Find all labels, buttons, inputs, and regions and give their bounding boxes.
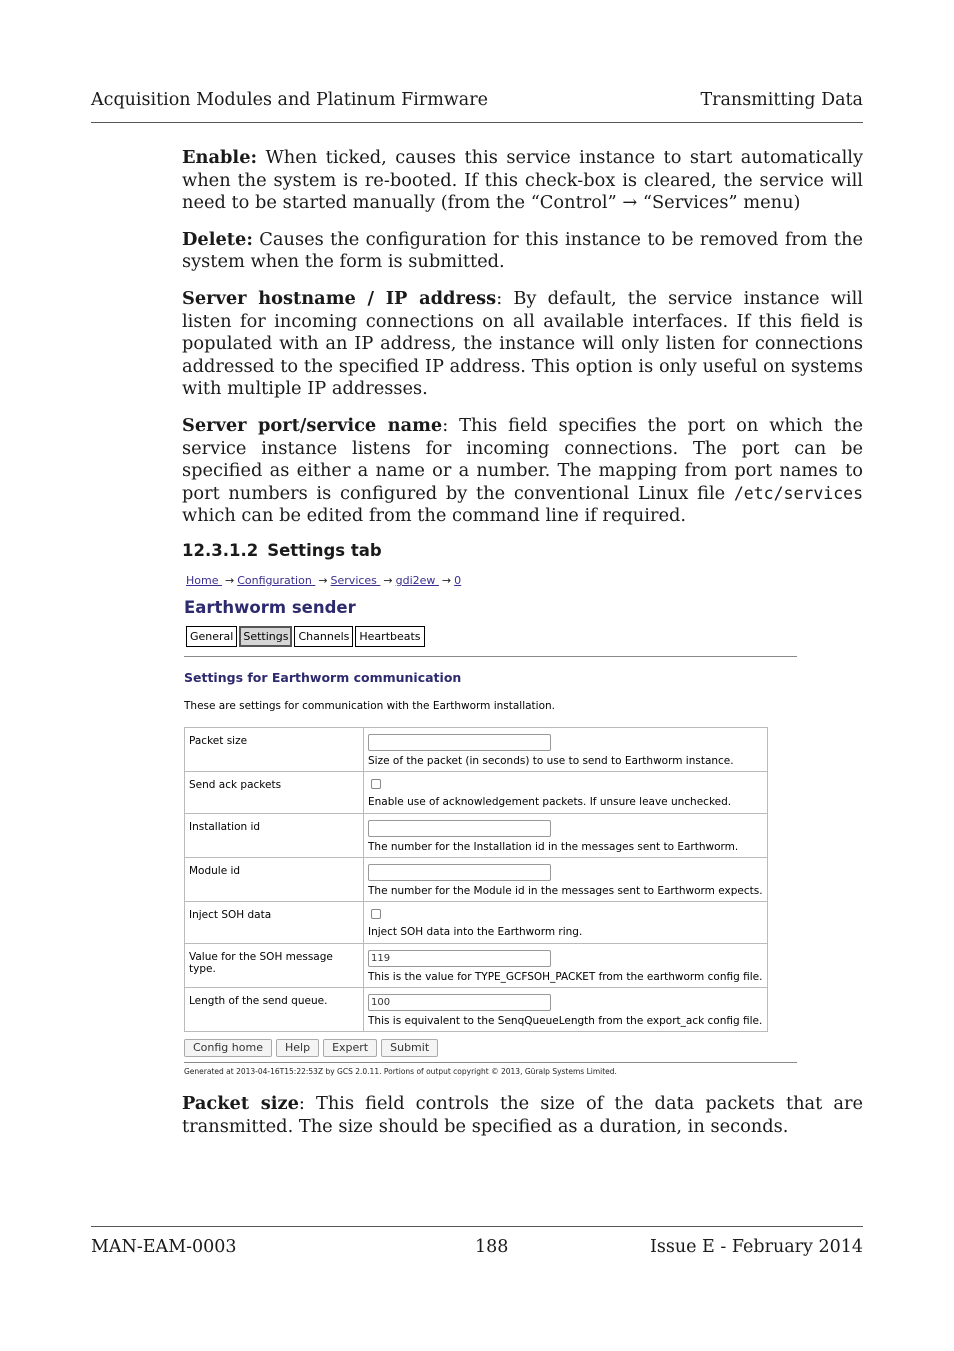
table-row (185, 772, 768, 814)
table-row (185, 988, 768, 1032)
settings-description: These are settings for communication with the Earthworm installation. (184, 700, 556, 712)
row-hint: Size of the packet (in seconds) to use to send to Earthworm instance. (368, 755, 734, 767)
tab-channels[interactable]: Channels (294, 626, 353, 647)
tab-general[interactable]: General (186, 626, 237, 647)
header-title: Acquisition Modules and Platinum Firmware (91, 90, 488, 110)
row-label: Packet size (185, 728, 364, 772)
submit-button[interactable]: Submit (381, 1039, 438, 1057)
page-number: 188 (475, 1237, 509, 1257)
issue-date: Issue E - February 2014 (649, 1237, 863, 1257)
settings-title: Settings for Earthworm communication (184, 670, 462, 685)
breadcrumb-sep: → (383, 574, 393, 587)
para-delete (182, 229, 863, 274)
desc-packet-size: : This field controls the size of the data packets that are transmitted. The size should be specified as a duration, in seconds. (182, 1093, 863, 1137)
body-text-top (182, 147, 863, 542)
tab-bar (186, 626, 427, 647)
breadcrumb-configuration[interactable]: Configuration (237, 574, 316, 587)
footer-divider (184, 1062, 797, 1063)
form-buttons (184, 1039, 442, 1057)
module-id-input[interactable] (368, 864, 551, 881)
row-label: Installation id (185, 814, 364, 858)
para-packet-size (182, 1093, 863, 1138)
row-hint: Enable use of acknowledgement packets. If unsure leave unchecked. (368, 796, 732, 808)
row-control (364, 772, 768, 814)
help-button[interactable]: Help (276, 1039, 319, 1057)
breadcrumb-gdi2ew[interactable]: gdi2ew (395, 574, 439, 587)
desc-server-host: : By default, the service instance will listen for incoming connections on all available interfaces. If this field is populated with an IP address, the instance will only listen for connections addressed to the specified IP address. This option is only useful on systems with multiple IP addresses. (182, 287, 863, 400)
row-label: Send ack packets (185, 772, 364, 814)
section-number: 12.3.1.2 (182, 541, 259, 560)
send-queue-length-input[interactable]: 100 (368, 994, 551, 1011)
config-home-button[interactable]: Config home (184, 1039, 272, 1057)
code-etc-services: /etc/services (733, 483, 863, 503)
doc-id: MAN-EAM-0003 (91, 1237, 237, 1257)
running-header (91, 90, 863, 114)
settings-table (184, 727, 768, 1032)
send-ack-checkbox[interactable] (371, 779, 381, 789)
expert-button[interactable]: Expert (323, 1039, 377, 1057)
desc-delete: Causes the configuration for this instance to be removed from the system when the form is submitted. (182, 228, 863, 273)
row-hint: The number for the Module id in the messages sent to Earthworm expects. (368, 885, 763, 897)
term-delete: Delete: (182, 228, 253, 250)
desc-server-port-a: : This field specifies the port on which the service instance listens for incoming connections. The port can be specified as either a name or a number. The mapping from port names to port numbers is configured by the conventional Linux file (182, 414, 863, 504)
table-row (185, 728, 768, 772)
term-enable: Enable: (182, 147, 258, 168)
tab-divider (184, 656, 797, 657)
row-label: Inject SOH data (185, 902, 364, 944)
row-hint: This is equivalent to the SenqQueueLength from the export_ack config file. (368, 1015, 763, 1027)
section-heading (182, 541, 391, 560)
row-label: Value for the SOH message type. (185, 944, 364, 988)
para-server-host (182, 288, 863, 401)
row-label: Length of the send queue. (185, 988, 364, 1032)
breadcrumb-sep: → (441, 574, 452, 587)
breadcrumb (186, 574, 461, 587)
installation-id-input[interactable] (368, 820, 551, 837)
row-control (364, 902, 768, 944)
term-server-host: Server hostname / IP address (182, 287, 497, 309)
tab-heartbeats[interactable]: Heartbeats (355, 626, 424, 647)
soh-message-type-input[interactable]: 119 (368, 950, 551, 967)
packet-size-input[interactable] (368, 734, 551, 751)
row-hint: The number for the Installation id in the messages sent to Earthworm. (368, 841, 739, 853)
row-control (364, 728, 768, 772)
table-row (185, 858, 768, 902)
table-row (185, 814, 768, 858)
header-chapter: Transmitting Data (700, 90, 863, 110)
para-server-port (182, 415, 863, 528)
inject-soh-checkbox[interactable] (371, 909, 381, 919)
table-row (185, 902, 768, 944)
running-footer (91, 1237, 863, 1261)
para-enable (182, 147, 863, 215)
row-label: Module id (185, 858, 364, 902)
row-control (364, 814, 768, 858)
desc-enable: When ticked, causes this service instance to start automatically when the system is re-booted. If this check-box is cleared, the service will need to be started manually (from the “Control” → “Services” menu) (182, 147, 863, 214)
body-text-bottom (182, 1093, 863, 1152)
term-server-port: Server port/service name (182, 414, 443, 436)
breadcrumb-sep: → (318, 574, 328, 587)
page-title: Earthworm sender (184, 598, 356, 617)
row-control (364, 858, 768, 902)
generated-note: Generated at 2013-04-16T15:22:53Z by GCS 2.0.11. Portions of output copyright © 2013, Güralp Systems Limited. (184, 1067, 617, 1076)
section-title: Settings tab (267, 541, 382, 560)
row-control (364, 988, 768, 1032)
tab-settings[interactable]: Settings (239, 626, 292, 647)
breadcrumb-services[interactable]: Services (330, 574, 381, 587)
breadcrumb-instance[interactable]: 0 (454, 574, 462, 587)
row-hint: Inject SOH data into the Earthworm ring. (368, 926, 583, 938)
breadcrumb-sep: → (224, 574, 235, 587)
term-packet-size: Packet size (182, 1093, 299, 1114)
footer-rule (91, 1226, 863, 1227)
row-control (364, 944, 768, 988)
header-rule (91, 122, 863, 123)
row-hint: This is the value for TYPE_GCFSOH_PACKET from the earthworm config file. (368, 971, 763, 983)
desc-server-port-b: which can be edited from the command line if required. (182, 505, 687, 527)
table-row (185, 944, 768, 988)
breadcrumb-home[interactable]: Home (186, 574, 222, 587)
